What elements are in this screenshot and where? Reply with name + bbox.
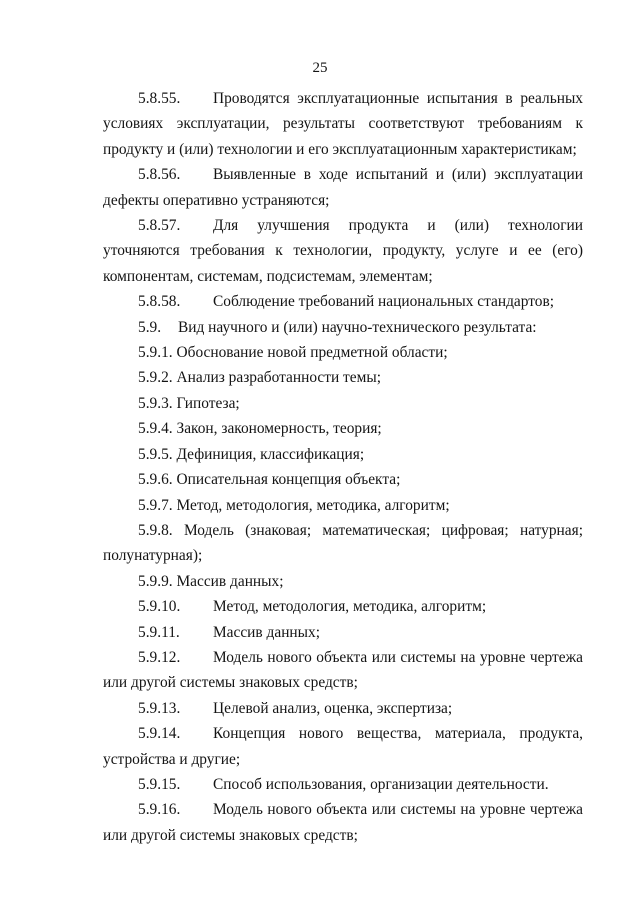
clause-number: 5.9.9.: [138, 572, 173, 590]
paragraph-5-9-5: [103, 442, 583, 467]
clause-number: 5.9.16.: [138, 801, 181, 819]
paragraph-5-9-16: [103, 797, 583, 848]
clause-text: Гипотеза;: [176, 394, 240, 412]
clause-number: 5.9.4.: [138, 420, 173, 438]
clause-number: 5.8.56.: [138, 166, 181, 184]
clause-text: Для улучшения продукта и (или) технологии уточняются требования к технологии, продукту, услуге и ее (его) компонентам, системам, подсистемам, элементам;: [103, 217, 583, 285]
paragraph-5-9-12: [103, 645, 583, 696]
clause-number: 5.9.13.: [138, 699, 181, 717]
paragraph-5-8-56: [103, 162, 583, 213]
clause-text: Целевой анализ, оценка, экспертиза;: [213, 699, 453, 717]
paragraph-5-9-4: [103, 416, 583, 441]
clause-text: Метод, методология, методика, алгоритм;: [213, 598, 487, 616]
clause-number: 5.9.3.: [138, 394, 173, 412]
clause-number: 5.9.7.: [138, 496, 173, 514]
clause-text: Соблюдение требований национальных стандартов;: [213, 293, 555, 311]
paragraph-5-9-1: [103, 340, 583, 365]
paragraph-5-9-8: [103, 518, 583, 569]
clause-text: Массив данных;: [213, 623, 320, 641]
page-number: 25: [312, 60, 328, 76]
clause-text: Модель нового объекта или системы на уровне чертежа или другой системы знаковых средств;: [103, 801, 583, 844]
clause-number: 5.9.11.: [138, 623, 180, 641]
paragraph-5-9-14: [103, 721, 583, 772]
paragraph-5-9-3: [103, 391, 583, 416]
paragraph-5-9-10: [103, 594, 583, 619]
clause-number: 5.9.15.: [138, 775, 181, 793]
clause-text: Выявленные в ходе испытаний и (или) эксплуатации дефекты оперативно устраняются;: [103, 166, 583, 209]
paragraph-5-9: [103, 315, 583, 340]
paragraph-5-8-55: [103, 86, 583, 162]
clause-text: Описательная концепция объекта;: [176, 471, 401, 489]
paragraph-5-9-2: [103, 365, 583, 390]
clause-text: Обоснование новой предметной области;: [176, 344, 448, 362]
paragraph-5-9-9: [103, 569, 583, 594]
document-body: [103, 86, 583, 848]
clause-number: 5.9.1.: [138, 344, 173, 362]
clause-number: 5.9.10.: [138, 598, 181, 616]
clause-text: Модель (знаковая; математическая; цифровая; натурная; полунатурная);: [103, 521, 583, 565]
clause-text: Модель нового объекта или системы на уровне чертежа или другой системы знаковых средств;: [103, 648, 583, 692]
paragraph-5-8-58: [103, 289, 583, 314]
paragraph-5-9-15: [103, 772, 583, 797]
paragraph-5-9-6: [103, 467, 583, 492]
clause-text: Анализ разработанности темы;: [176, 369, 381, 387]
paragraph-5-9-7: [103, 493, 583, 518]
clause-text: Способ использования, организации деятельности.: [213, 775, 549, 793]
clause-text: Массив данных;: [176, 572, 284, 590]
clause-number: 5.9.5.: [138, 445, 173, 463]
paragraph-5-9-13: [103, 696, 583, 721]
paragraph-5-9-11: [103, 620, 583, 645]
paragraph-5-8-57: [103, 213, 583, 289]
clause-text: Дефиниция, классификация;: [176, 445, 365, 463]
clause-number: 5.8.57.: [138, 217, 181, 235]
clause-number: 5.9.12.: [138, 648, 181, 666]
clause-text: Метод, методология, методика, алгоритм;: [176, 496, 450, 514]
clause-number: 5.9.: [138, 318, 162, 336]
clause-number: 5.9.2.: [138, 369, 173, 387]
clause-number: 5.9.8.: [138, 521, 173, 539]
clause-number: 5.8.55.: [138, 90, 181, 107]
clause-number: 5.9.6.: [138, 471, 173, 489]
clause-text: Проводятся эксплуатационные испытания в реальных условиях эксплуатации, результаты соответствуют требованиям к продукту и (или) технологии и его эксплуатационным характеристикам;: [103, 90, 583, 158]
clause-number: 5.8.58.: [138, 293, 181, 311]
clause-text: Вид научного и (или) научно-технического результата:: [178, 318, 537, 336]
clause-text: Закон, закономерность, теория;: [176, 420, 382, 438]
clause-number: 5.9.14.: [138, 725, 181, 743]
clause-text: Концепция нового вещества, материала, продукта, устройства и другие;: [103, 725, 583, 768]
